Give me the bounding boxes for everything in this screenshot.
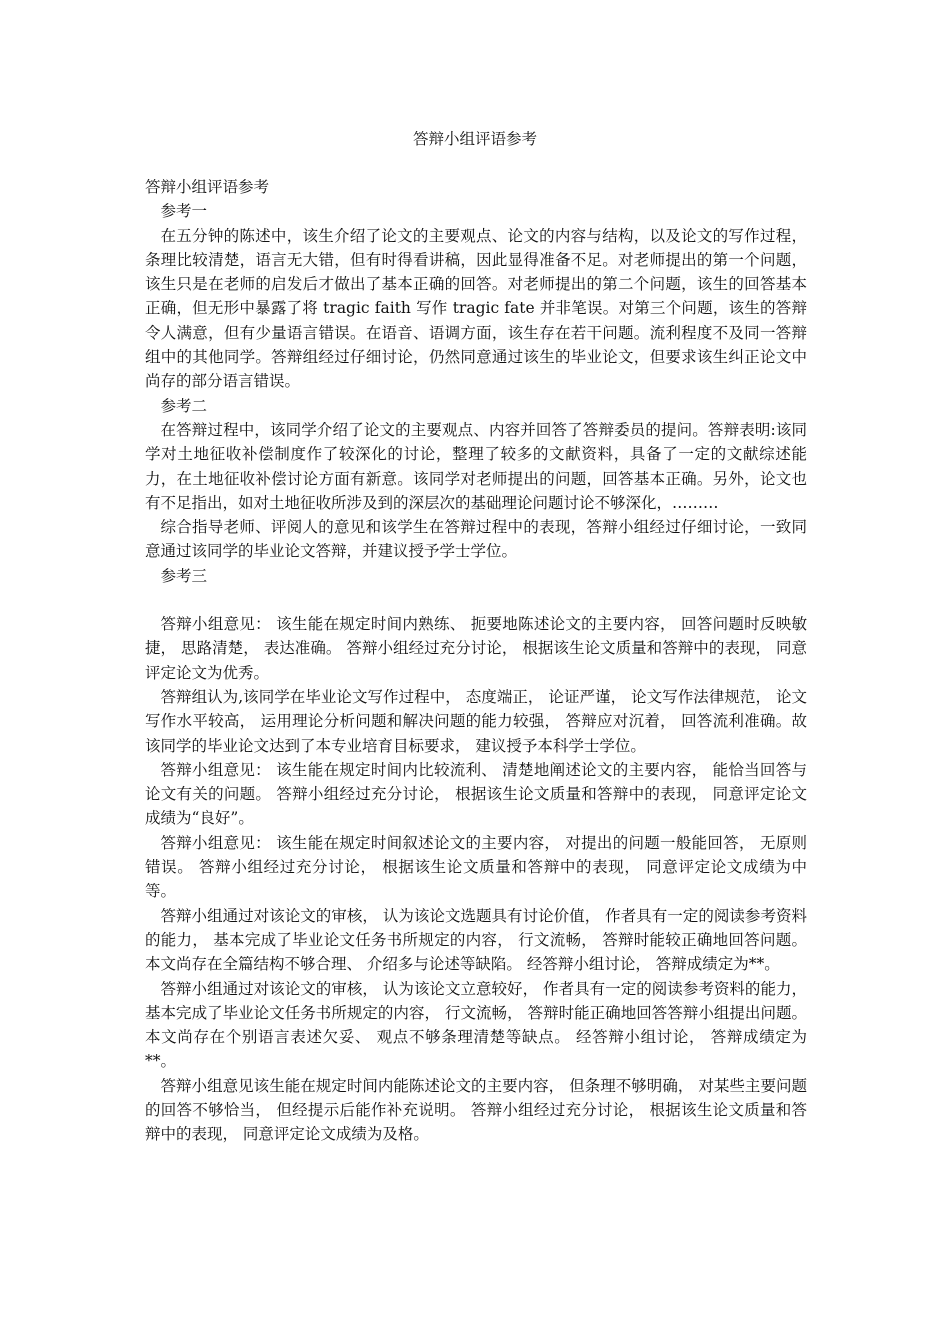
reference-3-label: 参考三 [160, 566, 208, 585]
reference-1-label: 参考一 [160, 202, 208, 221]
reference-3-paragraph: 答辩小组意见该生能在规定时间内能陈述论文的主要内容， 但条理不够明确， 对某些主要问题的回答不够恰当， 但经提示后能作补充说明。 答辩小组经过充分讨论， 根据该生论文质量和答辩中的表现， 同意评定论文成绩为及格。 [145, 1076, 807, 1144]
document-title: 答辩小组评语参考 [412, 130, 537, 148]
reference-2-paragraph: 在答辩过程中，该同学介绍了论文的主要观点、内容并回答了答辩委员的提问。答辩表明:该同学对土地征收补偿制度作了较深化的讨论，整理了较多的文献资料，具备了一定的文献综述能力，在土地征收补偿讨论方面有新意。该同学对老师提出的问题，回答基本正确。另外，论文也有不足指出，如对土地征收所涉及到的深层次的基础理论问题讨论不够深化，……… [145, 420, 807, 512]
reference-1-paragraph: 在五分钟的陈述中，该生介绍了论文的主要观点、论文的内容与结构，以及论文的写作过程，条理比较清楚，语言无大错，但有时得看讲稿，因此显得准备不足。对老师提出的第一个问题，该生只是在老师的启发后才做出了基本正确的回答。对老师提出的第二个问题，该生的回答基本正确，但无形中暴露了将 tragic faith 写作 tragic fate 并非笔误。对第三个问题，该生的答辩令人满意，但有少量语言错误。在语音、语调方面，该生存在若干问题。流利程度不及同一答辩组中的其他同学。答辩组经过仔细讨论，仍然同意通过该生的毕业论文，但要求该生纠正论文中尚存的部分语言错误。 [145, 226, 807, 391]
reference-3-paragraph: 答辩小组意见： 该生能在规定时间内比较流利、 清楚地阐述论文的主要内容， 能恰当回答与论文有关的问题。 答辩小组经过充分讨论， 根据该生论文质量和答辩中的表现， 同意评定论文成绩为“良好”。 [145, 760, 807, 828]
reference-3-paragraph: 答辩小组通过对该论文的审核， 认为该论文选题具有讨论价值， 作者具有一定的阅读参考资料的能力， 基本完成了毕业论文任务书所规定的内容， 行文流畅， 答辩时能较正确地回答问题。 本文尚存在全篇结构不够合理、 介绍多与论述等缺陷。 经答辩小组讨论， 答辩成绩定为**。 [145, 906, 807, 974]
reference-3-paragraph: 答辩组认为,该同学在毕业论文写作过程中， 态度端正， 论证严谨， 论文写作法律规范， 论文写作水平较高， 运用理论分析问题和解决问题的能力较强， 答辩应对沉着， 回答流利准确。故该同学的毕业论文达到了本专业培育目标要求， 建议授予本科学士学位。 [145, 687, 807, 755]
reference-3-paragraph: 答辩小组意见： 该生能在规定时间内熟练、 扼要地陈述论文的主要内容， 回答问题时反映敏捷， 思路清楚， 表达准确。 答辩小组经过充分讨论， 根据该生论文质量和答辩中的表现， 同意评定论文为优秀。 [145, 615, 807, 682]
document-body [145, 175, 807, 1147]
reference-3-paragraph: 答辩小组通过对该论文的审核， 认为该论文立意较好， 作者具有一定的阅读参考资料的能力， 基本完成了毕业论文任务书所规定的内容， 行文流畅， 答辩时能正确地回答答辩小组提出问题。 本文尚存在个别语言表述欠妥、 观点不够条理清楚等缺点。 经答辩小组讨论， 答辩成绩定为**。 [145, 979, 807, 1071]
reference-2-label: 参考二 [160, 396, 208, 415]
blank-line [145, 588, 807, 612]
reference-3-paragraph: 答辩小组意见： 该生能在规定时间叙述论文的主要内容， 对提出的问题一般能回答， 无原则错误。 答辩小组经过充分讨论， 根据该生论文质量和答辩中的表现， 同意评定论文成绩为中等。 [145, 833, 807, 901]
reference-2-conclusion: 综合指导老师、评阅人的意见和该学生在答辩过程中的表现，答辩小组经过仔细讨论，一致同意通过该同学的毕业论文答辩，并建议授予学士学位。 [145, 518, 807, 561]
section-heading: 答辩小组评语参考 [145, 178, 270, 196]
